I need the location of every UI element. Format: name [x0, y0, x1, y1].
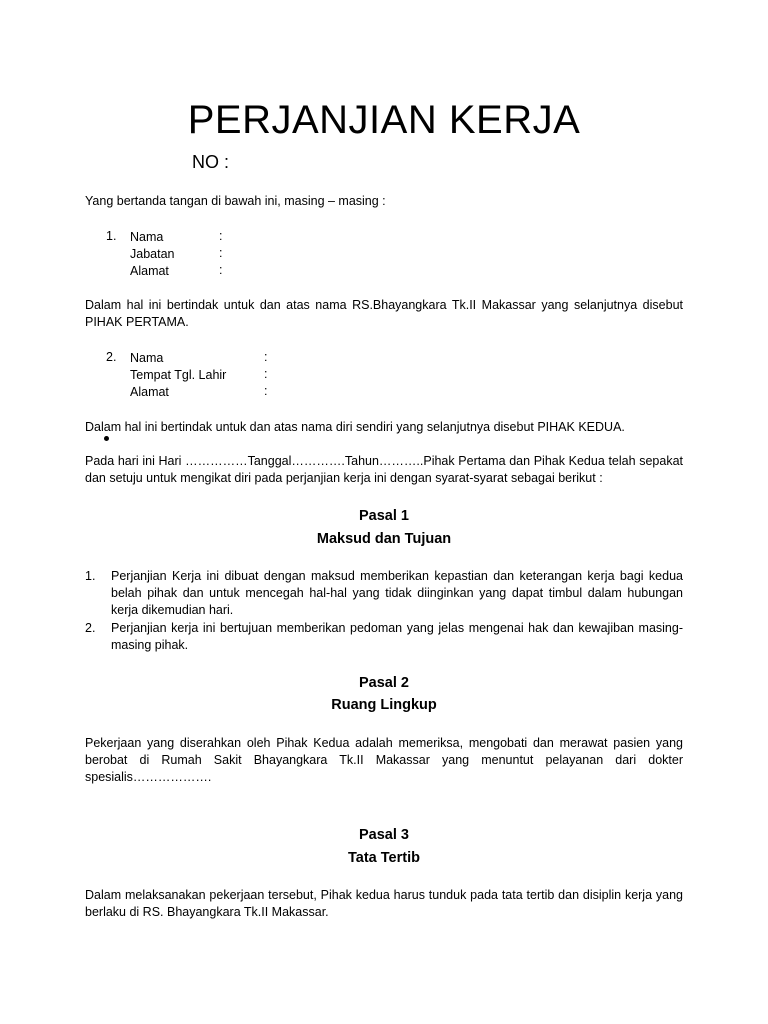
pasal1-item-1-text: Perjanjian Kerja ini dibuat dengan maksud memberikan kepastian dan keterangan kerja bagi kedua belah pihak dan untuk mencegah hal-hal yang tidak diinginkan yang dapat timbul dalam hubungan kerja dikemudian hari.: [111, 569, 683, 617]
party1-field-nama-colon: :: [219, 229, 223, 243]
party2-field-ttl-label: Tempat Tgl. Lahir: [130, 368, 227, 382]
pasal2-number: Pasal 2: [359, 675, 409, 691]
bullet-point: [104, 436, 109, 441]
party1-field-jabatan-label: Jabatan: [130, 247, 175, 261]
pasal3-number: Pasal 3: [359, 827, 409, 843]
agreement-paragraph: Pada hari ini Hari ……………Tanggal………….Tahun………..Pihak Pertama dan Pihak Kedua telah sepakat dan setuju untuk mengikat diri pada perjanjian kerja ini dengan syarat-syarat sebagai berikut :: [85, 454, 683, 485]
pasal1-item-1-number: 1.: [85, 569, 96, 583]
party2-field-ttl-colon: :: [264, 367, 268, 381]
party1-description: Dalam hal ini bertindak untuk dan atas nama RS.Bhayangkara Tk.II Makassar yang selanjutnya disebut PIHAK PERTAMA.: [85, 298, 683, 329]
party1-field-jabatan-colon: :: [219, 246, 223, 260]
party2-field-nama-colon: :: [264, 350, 268, 364]
party1-field-alamat-label: Alamat: [130, 264, 169, 278]
pasal2-title: Ruang Lingkup: [331, 697, 437, 713]
party2-field-nama-label: Nama: [130, 351, 164, 365]
party1-field-alamat-colon: :: [219, 263, 223, 277]
document-number-label: NO :: [192, 152, 230, 172]
party2-number: 2.: [106, 350, 117, 364]
pasal1-item-2-number: 2.: [85, 621, 96, 635]
pasal2-text: Pekerjaan yang diserahkan oleh Pihak Kedua adalah memeriksa, mengobati dan merawat pasien yang berobat di Rumah Sakit Bhayangkara Tk.II Makassar yang menuntut pelayanan dari dokter spesialis……………….: [85, 736, 683, 784]
party2-field-alamat-label: Alamat: [130, 385, 169, 399]
pasal1-item-2: [85, 620, 683, 654]
party2-field-alamat-colon: :: [264, 384, 268, 398]
intro-text: Yang bertanda tangan di bawah ini, masing – masing :: [85, 194, 386, 208]
document-title: PERJANJIAN KERJA: [187, 98, 581, 142]
pasal1-number: Pasal 1: [359, 508, 409, 524]
party1-number: 1.: [106, 229, 117, 243]
pasal3-title: Tata Tertib: [348, 850, 420, 866]
pasal1-item-2-text: Perjanjian kerja ini bertujuan memberikan pedoman yang jelas mengenai hak dan kewajiban masing-masing pihak.: [111, 621, 683, 652]
party2-description: Dalam hal ini bertindak untuk dan atas nama diri sendiri yang selanjutnya disebut PIHAK KEDUA.: [85, 420, 625, 434]
pasal1-title: Maksud dan Tujuan: [316, 531, 452, 547]
pasal3-text: Dalam melaksanakan pekerjaan tersebut, Pihak kedua harus tunduk pada tata tertib dan disiplin kerja yang berlaku di RS. Bhayangkara Tk.II Makassar.: [85, 888, 683, 919]
party1-field-nama-label: Nama: [130, 230, 164, 244]
pasal1-item-1: [85, 568, 683, 619]
